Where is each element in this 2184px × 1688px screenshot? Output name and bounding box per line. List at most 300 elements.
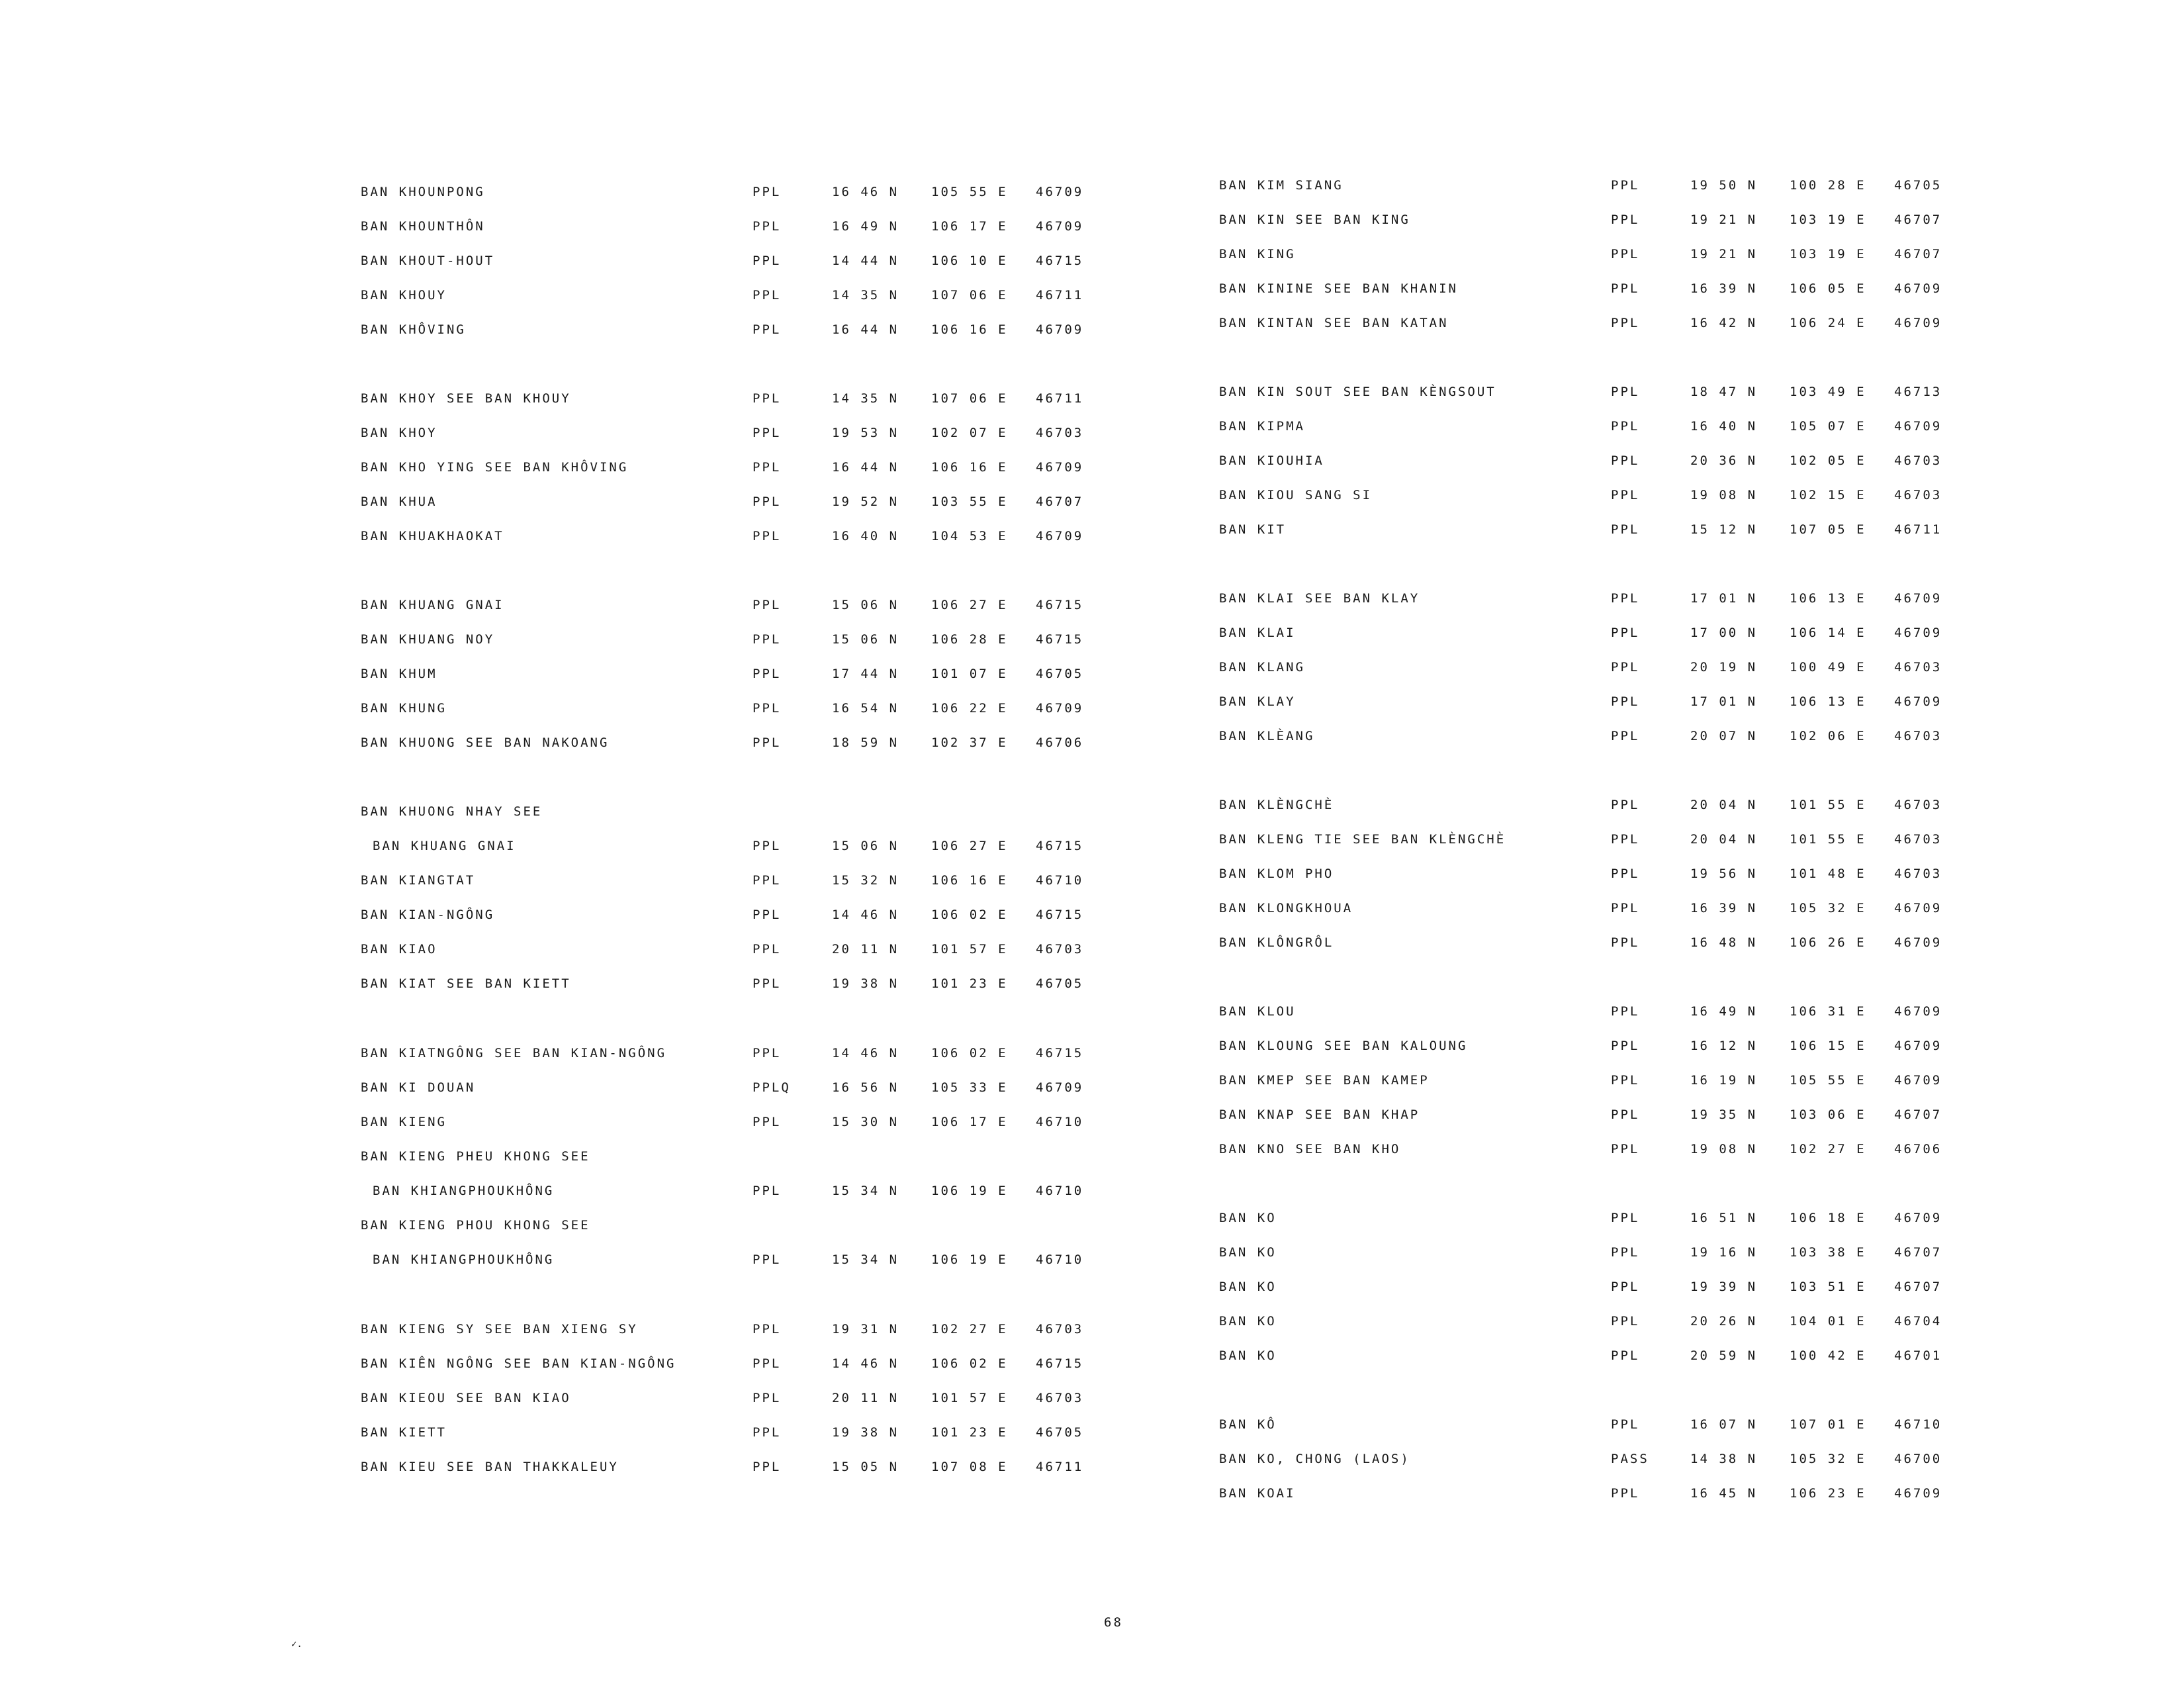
map-code: 46709 <box>1894 419 1942 434</box>
map-code: 46709 <box>1036 322 1084 337</box>
entry-group <box>361 1312 1155 1484</box>
latitude: 19 08 N <box>1690 488 1758 502</box>
latitude: 15 05 N <box>832 1460 899 1474</box>
place-name: BAN KHIANGPHOUKHÔNG <box>373 1252 555 1267</box>
entry-group <box>361 588 1155 760</box>
entry-group <box>1219 788 2013 960</box>
map-code: 46706 <box>1036 735 1084 750</box>
longitude: 105 33 E <box>931 1080 1008 1095</box>
gazetteer-entry <box>1219 237 2013 271</box>
map-code: 46710 <box>1036 1252 1084 1267</box>
latitude: 19 31 N <box>832 1322 899 1336</box>
latitude: 14 46 N <box>832 908 899 922</box>
map-code: 46709 <box>1894 1211 1942 1225</box>
latitude: 19 38 N <box>832 1425 899 1440</box>
map-code: 46703 <box>1894 798 1942 812</box>
latitude: 20 11 N <box>832 942 899 957</box>
longitude: 104 53 E <box>931 529 1008 543</box>
feature-type: PPL <box>752 1356 782 1371</box>
place-name: BAN KHUONG NHAY SEE <box>361 804 543 819</box>
map-code: 46709 <box>1036 529 1084 543</box>
map-code: 46709 <box>1894 626 1942 640</box>
feature-type: PPL <box>1611 488 1640 502</box>
feature-type: PPL <box>1611 178 1640 193</box>
map-code: 46709 <box>1894 281 1942 296</box>
gazetteer-entry <box>361 244 1155 278</box>
gazetteer-entry <box>1219 1098 2013 1132</box>
latitude: 15 32 N <box>832 873 899 888</box>
feature-type: PPL <box>752 598 782 612</box>
gazetteer-entry <box>361 1243 1155 1277</box>
map-code: 46711 <box>1894 522 1942 537</box>
place-name: BAN KIENG SY SEE BAN XIENG SY <box>361 1322 638 1336</box>
map-code: 46715 <box>1036 598 1084 612</box>
gazetteer-entry <box>1219 1338 2013 1373</box>
gazetteer-entry <box>361 726 1155 760</box>
latitude: 16 54 N <box>832 701 899 716</box>
feature-type: PPL <box>1611 1314 1640 1329</box>
place-name: BAN KO <box>1219 1314 1277 1329</box>
map-code: 46711 <box>1036 1460 1084 1474</box>
longitude: 101 55 E <box>1790 832 1866 847</box>
place-name: BAN KIAN-NGÔNG <box>361 908 495 922</box>
map-code: 46713 <box>1894 385 1942 399</box>
place-name: BAN KIPMA <box>1219 419 1305 434</box>
entry-group <box>1219 375 2013 547</box>
place-name: BAN KLANG <box>1219 660 1305 675</box>
feature-type: PPL <box>752 976 782 991</box>
place-name: BAN KO <box>1219 1280 1277 1294</box>
gazetteer-entry <box>361 898 1155 932</box>
longitude: 105 55 E <box>1790 1073 1866 1088</box>
latitude: 16 51 N <box>1690 1211 1758 1225</box>
place-name: BAN KNAP SEE BAN KHAP <box>1219 1107 1420 1122</box>
gazetteer-entry <box>1219 271 2013 306</box>
gazetteer-entry <box>361 1208 1155 1243</box>
map-code: 46709 <box>1894 591 1942 606</box>
latitude: 16 19 N <box>1690 1073 1758 1088</box>
feature-type: PPL <box>752 1046 782 1060</box>
feature-type: PPL <box>1611 1348 1640 1363</box>
latitude: 15 12 N <box>1690 522 1758 537</box>
feature-type: PPL <box>1611 832 1640 847</box>
place-name: BAN KOAI <box>1219 1486 1296 1501</box>
latitude: 19 50 N <box>1690 178 1758 193</box>
latitude: 14 46 N <box>832 1356 899 1371</box>
longitude: 106 19 E <box>931 1252 1008 1267</box>
longitude: 102 07 E <box>931 426 1008 440</box>
map-code: 46709 <box>1036 185 1084 199</box>
feature-type: PPL <box>1611 385 1640 399</box>
longitude: 105 55 E <box>931 185 1008 199</box>
place-name: BAN KLÈANG <box>1219 729 1315 743</box>
gazetteer-entry <box>361 1346 1155 1381</box>
latitude: 16 39 N <box>1690 901 1758 915</box>
feature-type: PPL <box>1611 1039 1640 1053</box>
feature-type: PPL <box>752 288 782 303</box>
gazetteer-entry <box>361 312 1155 347</box>
place-name: BAN KHUNG <box>361 701 447 716</box>
feature-type: PPL <box>1611 316 1640 330</box>
map-code: 46704 <box>1894 1314 1942 1329</box>
map-code: 46715 <box>1036 908 1084 922</box>
longitude: 106 17 E <box>931 219 1008 234</box>
gazetteer-entry <box>361 829 1155 863</box>
longitude: 100 42 E <box>1790 1348 1866 1363</box>
place-name: BAN KIOUHIA <box>1219 453 1324 468</box>
entry-group <box>1219 168 2013 340</box>
gazetteer-entry <box>361 450 1155 485</box>
gazetteer-entry <box>361 1139 1155 1174</box>
latitude: 19 21 N <box>1690 212 1758 227</box>
place-name: BAN KHOUNTHÔN <box>361 219 485 234</box>
map-code: 46715 <box>1036 1046 1084 1060</box>
place-name: BAN KO, CHONG (LAOS) <box>1219 1452 1410 1466</box>
gazetteer-entry <box>1219 1476 2013 1511</box>
place-name: BAN KIATNGÔNG SEE BAN KIAN-NGÔNG <box>361 1046 667 1060</box>
map-code: 46709 <box>1894 1073 1942 1088</box>
feature-type: PPL <box>752 1425 782 1440</box>
latitude: 20 04 N <box>1690 798 1758 812</box>
map-code: 46707 <box>1894 1107 1942 1122</box>
map-code: 46705 <box>1036 1425 1084 1440</box>
place-name: BAN KHUM <box>361 667 437 681</box>
place-name: BAN KLOU <box>1219 1004 1296 1019</box>
feature-type: PPL <box>752 1460 782 1474</box>
map-code: 46703 <box>1036 1391 1084 1405</box>
longitude: 106 10 E <box>931 254 1008 268</box>
feature-type: PPL <box>752 529 782 543</box>
place-name: BAN KHOY SEE BAN KHOUY <box>361 391 571 406</box>
gazetteer-entry <box>1219 306 2013 340</box>
latitude: 19 39 N <box>1690 1280 1758 1294</box>
gazetteer-entry <box>361 485 1155 519</box>
latitude: 16 12 N <box>1690 1039 1758 1053</box>
longitude: 102 27 E <box>931 1322 1008 1336</box>
latitude: 19 16 N <box>1690 1245 1758 1260</box>
map-code: 46710 <box>1894 1417 1942 1432</box>
feature-type: PASS <box>1611 1452 1649 1466</box>
feature-type: PPL <box>1611 660 1640 675</box>
place-name: BAN KHOUY <box>361 288 447 303</box>
map-code: 46711 <box>1036 391 1084 406</box>
latitude: 15 06 N <box>832 632 899 647</box>
place-name: BAN KLAI SEE BAN KLAY <box>1219 591 1420 606</box>
longitude: 106 27 E <box>931 598 1008 612</box>
gazetteer-entry <box>1219 994 2013 1029</box>
longitude: 102 05 E <box>1790 453 1866 468</box>
place-name: BAN KIM SIANG <box>1219 178 1343 193</box>
map-code: 46709 <box>1036 1080 1084 1095</box>
longitude: 102 06 E <box>1790 729 1866 743</box>
gazetteer-entry <box>361 1381 1155 1415</box>
gazetteer-entry <box>361 1450 1155 1484</box>
longitude: 106 31 E <box>1790 1004 1866 1019</box>
map-code: 46709 <box>1036 460 1084 475</box>
gazetteer-entry <box>1219 1442 2013 1476</box>
map-code: 46703 <box>1894 729 1942 743</box>
gazetteer-entry <box>361 1415 1155 1450</box>
feature-type: PPL <box>752 1115 782 1129</box>
feature-type: PPL <box>1611 935 1640 950</box>
gazetteer-entry <box>1219 409 2013 444</box>
map-code: 46703 <box>1894 867 1942 881</box>
feature-type: PPL <box>1611 626 1640 640</box>
place-name: BAN KIN SOUT SEE BAN KÈNGSOUT <box>1219 385 1496 399</box>
feature-type: PPL <box>1611 281 1640 296</box>
longitude: 105 32 E <box>1790 1452 1866 1466</box>
gazetteer-entry <box>361 209 1155 244</box>
map-code: 46709 <box>1894 1039 1942 1053</box>
feature-type: PPL <box>752 942 782 957</box>
longitude: 103 19 E <box>1790 212 1866 227</box>
gazetteer-entry <box>1219 581 2013 616</box>
map-code: 46711 <box>1036 288 1084 303</box>
gazetteer-entry <box>1219 857 2013 891</box>
map-code: 46710 <box>1036 1184 1084 1198</box>
latitude: 14 38 N <box>1690 1452 1758 1466</box>
feature-type: PPL <box>752 701 782 716</box>
gazetteer-entry <box>361 966 1155 1001</box>
feature-type: PPL <box>752 494 782 509</box>
latitude: 14 35 N <box>832 288 899 303</box>
entry-group <box>1219 994 2013 1166</box>
longitude: 107 05 E <box>1790 522 1866 537</box>
longitude: 101 48 E <box>1790 867 1866 881</box>
longitude: 100 28 E <box>1790 178 1866 193</box>
place-name: BAN KLÔNGRÔL <box>1219 935 1334 950</box>
latitude: 17 01 N <box>1690 591 1758 606</box>
longitude: 103 51 E <box>1790 1280 1866 1294</box>
map-code: 46703 <box>1036 942 1084 957</box>
latitude: 18 59 N <box>832 735 899 750</box>
map-code: 46709 <box>1894 1486 1942 1501</box>
place-name: BAN KHUANG NOY <box>361 632 495 647</box>
place-name: BAN KLÈNGCHÈ <box>1219 798 1334 812</box>
place-name: BAN KIÊN NGÔNG SEE BAN KIAN-NGÔNG <box>361 1356 676 1371</box>
feature-type: PPL <box>1611 419 1640 434</box>
gazetteer-entry <box>1219 512 2013 547</box>
latitude: 15 30 N <box>832 1115 899 1129</box>
longitude: 101 23 E <box>931 1425 1008 1440</box>
map-code: 46703 <box>1894 488 1942 502</box>
latitude: 20 36 N <box>1690 453 1758 468</box>
longitude: 106 28 E <box>931 632 1008 647</box>
gazetteer-entry <box>1219 1063 2013 1098</box>
gazetteer-entry <box>1219 1304 2013 1338</box>
latitude: 16 39 N <box>1690 281 1758 296</box>
place-name: BAN KHÔVING <box>361 322 466 337</box>
latitude: 16 45 N <box>1690 1486 1758 1501</box>
place-name: BAN KIENG PHEU KHONG SEE <box>361 1149 590 1164</box>
gazetteer-entry <box>361 519 1155 553</box>
latitude: 19 56 N <box>1690 867 1758 881</box>
longitude: 106 22 E <box>931 701 1008 716</box>
place-name: BAN KIT <box>1219 522 1287 537</box>
latitude: 19 38 N <box>832 976 899 991</box>
gazetteer-entry <box>1219 375 2013 409</box>
feature-type: PPL <box>1611 867 1640 881</box>
gazetteer-entry <box>1219 478 2013 512</box>
gazetteer-entry <box>361 1174 1155 1208</box>
place-name: BAN KLAY <box>1219 694 1296 709</box>
latitude: 16 48 N <box>1690 935 1758 950</box>
place-name: BAN KO <box>1219 1348 1277 1363</box>
map-code: 46703 <box>1036 1322 1084 1336</box>
gazetteer-entry <box>1219 444 2013 478</box>
map-code: 46709 <box>1036 701 1084 716</box>
longitude: 101 57 E <box>931 1391 1008 1405</box>
latitude: 17 00 N <box>1690 626 1758 640</box>
feature-type: PPL <box>1611 522 1640 537</box>
latitude: 15 06 N <box>832 598 899 612</box>
place-name: BAN KININE SEE BAN KHANIN <box>1219 281 1458 296</box>
entry-group <box>361 1036 1155 1277</box>
latitude: 16 49 N <box>1690 1004 1758 1019</box>
place-name: BAN KLOM PHO <box>1219 867 1334 881</box>
longitude: 106 26 E <box>1790 935 1866 950</box>
feature-type: PPL <box>752 839 782 853</box>
longitude: 106 16 E <box>931 322 1008 337</box>
latitude: 19 52 N <box>832 494 899 509</box>
latitude: 20 04 N <box>1690 832 1758 847</box>
gazetteer-entry <box>1219 925 2013 960</box>
longitude: 106 19 E <box>931 1184 1008 1198</box>
feature-type: PPL <box>1611 1211 1640 1225</box>
place-name: BAN KIN SEE BAN KING <box>1219 212 1410 227</box>
longitude: 105 32 E <box>1790 901 1866 915</box>
latitude: 16 44 N <box>832 322 899 337</box>
map-code: 46707 <box>1894 1245 1942 1260</box>
gazetteer-entry <box>361 932 1155 966</box>
gazetteer-entry <box>1219 203 2013 237</box>
longitude: 107 06 E <box>931 391 1008 406</box>
gazetteer-entry <box>361 863 1155 898</box>
feature-type: PPL <box>1611 247 1640 261</box>
feature-type: PPL <box>1611 1107 1640 1122</box>
feature-type: PPLQ <box>752 1080 791 1095</box>
place-name: BAN KHUANG GNAI <box>373 839 516 853</box>
map-code: 46703 <box>1894 453 1942 468</box>
map-code: 46705 <box>1894 178 1942 193</box>
feature-type: PPL <box>1611 798 1640 812</box>
latitude: 16 49 N <box>832 219 899 234</box>
gazetteer-entry <box>361 278 1155 312</box>
latitude: 14 44 N <box>832 254 899 268</box>
place-name: BAN KLENG TIE SEE BAN KLÈNGCHÈ <box>1219 832 1506 847</box>
latitude: 20 11 N <box>832 1391 899 1405</box>
place-name: BAN KHIANGPHOUKHÔNG <box>373 1184 555 1198</box>
latitude: 19 53 N <box>832 426 899 440</box>
longitude: 106 02 E <box>931 908 1008 922</box>
feature-type: PPL <box>1611 1486 1640 1501</box>
feature-type: PPL <box>1611 1280 1640 1294</box>
feature-type: PPL <box>752 460 782 475</box>
gazetteer-entry <box>1219 891 2013 925</box>
latitude: 16 56 N <box>832 1080 899 1095</box>
map-code: 46715 <box>1036 1356 1084 1371</box>
place-name: BAN KIENG <box>361 1115 447 1129</box>
longitude: 101 23 E <box>931 976 1008 991</box>
latitude: 19 08 N <box>1690 1142 1758 1156</box>
latitude: 16 46 N <box>832 185 899 199</box>
place-name: BAN KÔ <box>1219 1417 1277 1432</box>
latitude: 20 19 N <box>1690 660 1758 675</box>
gazetteer-entry <box>361 588 1155 622</box>
map-code: 46703 <box>1894 660 1942 675</box>
place-name: BAN KHUA <box>361 494 437 509</box>
place-name: BAN KHUONG SEE BAN NAKOANG <box>361 735 610 750</box>
place-name: BAN KLAI <box>1219 626 1296 640</box>
longitude: 106 13 E <box>1790 591 1866 606</box>
gazetteer-entry <box>361 794 1155 829</box>
latitude: 17 01 N <box>1690 694 1758 709</box>
place-name: BAN KIETT <box>361 1425 447 1440</box>
place-name: BAN KHOY <box>361 426 437 440</box>
longitude: 103 06 E <box>1790 1107 1866 1122</box>
place-name: BAN KHOUT-HOUT <box>361 254 495 268</box>
longitude: 103 55 E <box>931 494 1008 509</box>
place-name: BAN KIOU SANG SI <box>1219 488 1373 502</box>
longitude: 106 13 E <box>1790 694 1866 709</box>
latitude: 16 40 N <box>832 529 899 543</box>
feature-type: PPL <box>1611 1142 1640 1156</box>
map-code: 46710 <box>1036 873 1084 888</box>
entry-group <box>361 794 1155 1001</box>
gazetteer-entry <box>1219 1132 2013 1166</box>
page-number: 68 <box>1104 1615 1123 1630</box>
longitude: 104 01 E <box>1790 1314 1866 1329</box>
latitude: 19 35 N <box>1690 1107 1758 1122</box>
longitude: 102 15 E <box>1790 488 1866 502</box>
latitude: 18 47 N <box>1690 385 1758 399</box>
longitude: 103 49 E <box>1790 385 1866 399</box>
longitude: 100 49 E <box>1790 660 1866 675</box>
map-code: 46709 <box>1894 1004 1942 1019</box>
feature-type: PPL <box>752 254 782 268</box>
place-name: BAN KO <box>1219 1211 1277 1225</box>
longitude: 106 02 E <box>931 1046 1008 1060</box>
entry-group <box>1219 1407 2013 1511</box>
gazetteer-entry <box>361 416 1155 450</box>
gazetteer-entry <box>1219 788 2013 822</box>
longitude: 101 57 E <box>931 942 1008 957</box>
latitude: 14 46 N <box>832 1046 899 1060</box>
feature-type: PPL <box>752 1252 782 1267</box>
map-code: 46701 <box>1894 1348 1942 1363</box>
entry-group <box>361 175 1155 347</box>
place-name: BAN KIANGTAT <box>361 873 476 888</box>
gazetteer-entry <box>361 1036 1155 1070</box>
gazetteer-entry <box>1219 1029 2013 1063</box>
gazetteer-entry <box>361 622 1155 657</box>
gazetteer-entry <box>361 657 1155 691</box>
feature-type: PPL <box>752 219 782 234</box>
feature-type: PPL <box>752 391 782 406</box>
map-code: 46709 <box>1894 901 1942 915</box>
map-code: 46705 <box>1036 667 1084 681</box>
feature-type: PPL <box>752 322 782 337</box>
longitude: 106 16 E <box>931 460 1008 475</box>
place-name: BAN KLONGKHOUA <box>1219 901 1353 915</box>
longitude: 103 38 E <box>1790 1245 1866 1260</box>
longitude: 102 27 E <box>1790 1142 1866 1156</box>
longitude: 101 55 E <box>1790 798 1866 812</box>
place-name: BAN KINTAN SEE BAN KATAN <box>1219 316 1449 330</box>
place-name: BAN KLOUNG SEE BAN KALOUNG <box>1219 1039 1468 1053</box>
map-code: 46706 <box>1894 1142 1942 1156</box>
place-name: BAN KHO YING SEE BAN KHÔVING <box>361 460 629 475</box>
